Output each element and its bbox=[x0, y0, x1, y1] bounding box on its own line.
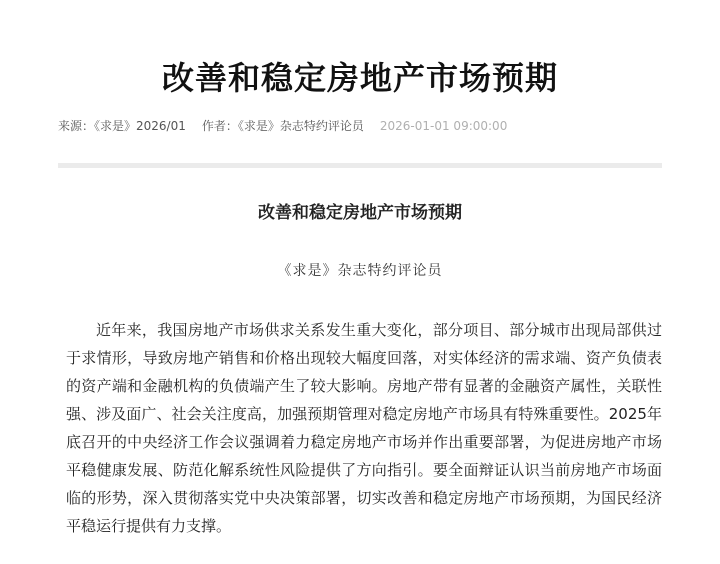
article-byline: 《求是》杂志特约评论员 bbox=[277, 263, 443, 279]
page-title: 改善和稳定房地产市场预期 bbox=[161, 59, 558, 97]
publish-datetime: 2026-01-01 09:00:00 bbox=[379, 119, 508, 133]
source-label: 来源：《求是》2026/01 bbox=[58, 119, 186, 133]
article-paragraph: 近年来，我国房地产市场供求关系发生重大变化，部分项目、部分城市出现局部供过于求情形，导致房地产销售和价格出现较大幅度回落，对实体经济的需求端、资产负债表的资产端和金融机构的负债端产生了较大影响。房地产带有显著的金融资产属性，关联性强、涉及面广、社会关注度高，加强预期管理对稳定房地产市场具有特殊重要性。2025年底召开的中央经济工作会议强调着力稳定房地产市场并作出重要部署，为促进房地产市场平稳健康发展、防范化解系统性风险提供了方向指引。要全面辩证认识当前房地产市场面临的形势，深入贯彻落实党中央决策部署，切实改善和稳定房地产市场预期，为国民经济平稳运行提供有力支撑。 bbox=[66, 321, 662, 535]
article-meta bbox=[58, 118, 507, 134]
header-divider bbox=[58, 163, 662, 168]
article-title: 改善和稳定房地产市场预期 bbox=[258, 203, 462, 223]
author-label: 作者：《求是》杂志特约评论员 bbox=[201, 119, 364, 133]
